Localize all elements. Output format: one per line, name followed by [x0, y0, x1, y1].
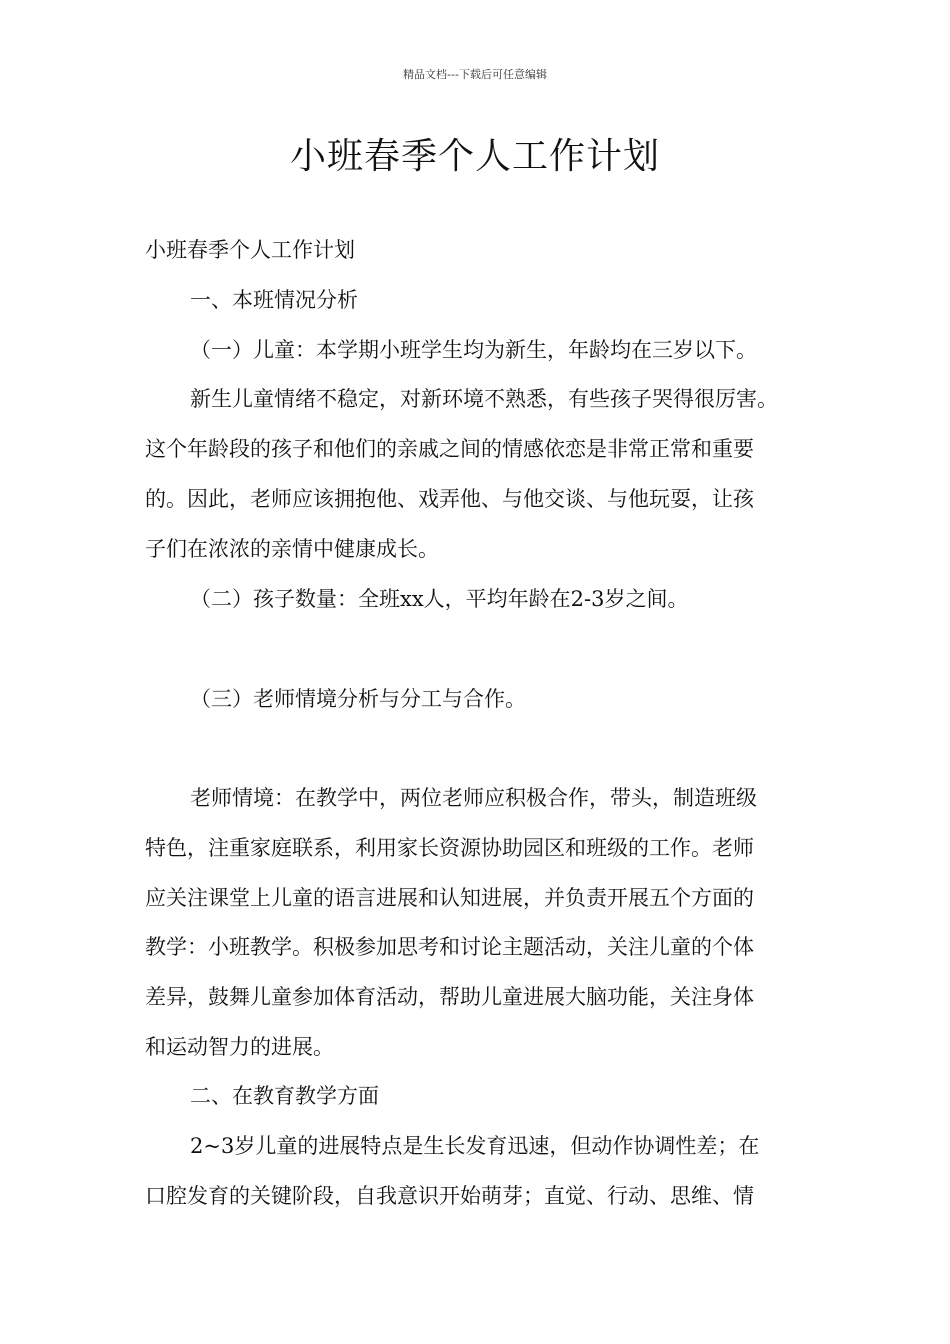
paragraph-line: 的。因此，老师应该拥抱他、戏弄他、与他交谈、与他玩耍，让孩 — [145, 487, 754, 511]
subtitle-line: 小班春季个人工作计划 — [145, 238, 355, 262]
paragraph-line: 子们在浓浓的亲情中健康成长。 — [145, 537, 439, 561]
paragraph-line: 差异，鼓舞儿童参加体育活动，帮助儿童进展大脑功能，关注身体 — [145, 985, 754, 1009]
paragraph-line: 这个年龄段的孩子和他们的亲戚之间的情感依恋是非常正常和重要 — [145, 437, 754, 461]
paragraph-line: 应关注课堂上儿童的语言进展和认知进展，并负责开展五个方面的 — [145, 886, 754, 910]
paragraph-line: 老师情境：在教学中，两位老师应积极合作，带头，制造班级 — [190, 786, 757, 810]
section-heading-2: 二、在教育教学方面 — [190, 1084, 379, 1108]
document-title: 小班春季个人工作计划 — [289, 136, 660, 177]
paragraph-line: 2~3岁儿童的进展特点是生长发育迅速，但动作协调性差；在 — [190, 1134, 760, 1158]
paragraph-line: 教学：小班教学。积极参加思考和讨论主题活动，关注儿童的个体 — [145, 935, 754, 959]
paragraph-line: （一）儿童：本学期小班学生均为新生，年龄均在三岁以下。 — [190, 338, 757, 362]
header-note: 精品文档---下载后可任意编辑 — [403, 68, 547, 81]
paragraph-line: 新生儿童情绪不稳定，对新环境不熟悉，有些孩子哭得很厉害。 — [190, 387, 778, 411]
paragraph-line: 口腔发育的关键阶段，自我意识开始萌芽；直觉、行动、思维、情 — [145, 1184, 754, 1208]
paragraph-line: 特色，注重家庭联系，利用家长资源协助园区和班级的工作。老师 — [145, 836, 754, 860]
section-heading-1: 一、本班情况分析 — [190, 288, 358, 312]
paragraph-line: （二）孩子数量：全班xx人，平均年龄在2-3岁之间。 — [190, 587, 689, 611]
paragraph-line: 和运动智力的进展。 — [145, 1035, 334, 1059]
paragraph-line: （三）老师情境分析与分工与合作。 — [190, 687, 526, 711]
